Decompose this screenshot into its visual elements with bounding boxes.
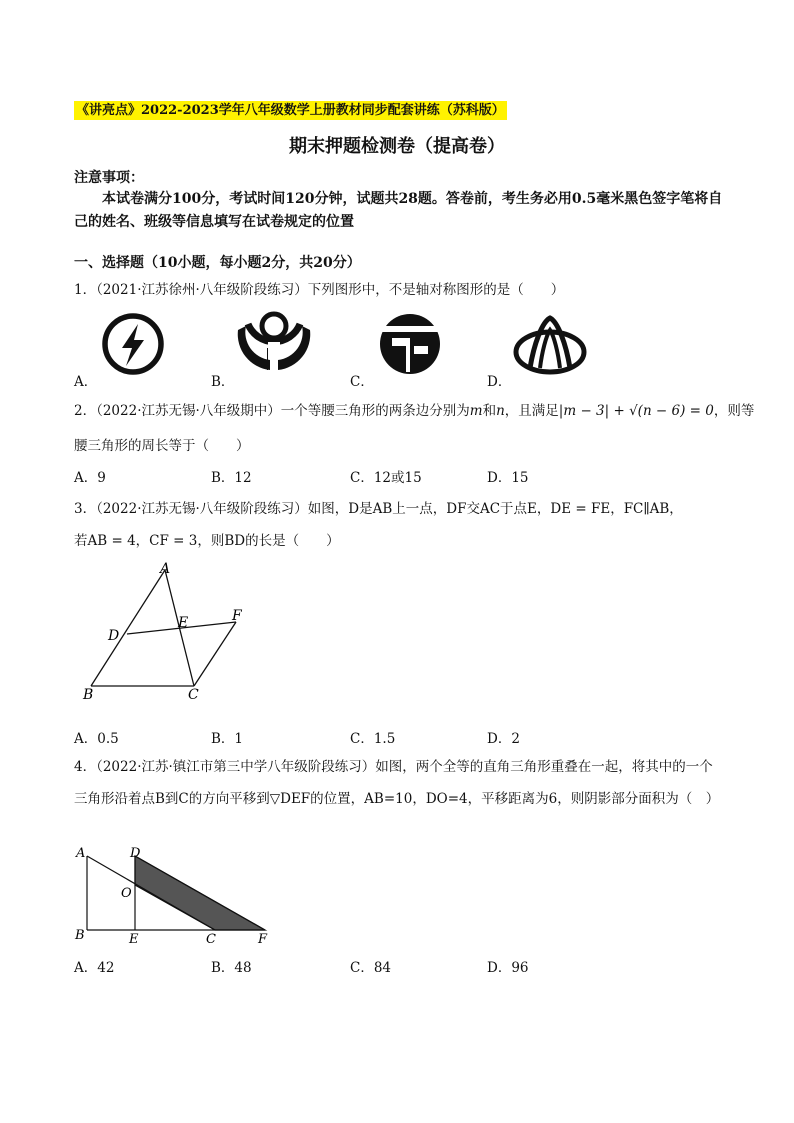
notice-heading: 注意事项：	[74, 170, 144, 186]
q2-text-and: 和	[482, 403, 497, 419]
q1-option-b[interactable]: B．	[211, 374, 235, 390]
question-4-stem: 4．（2022·江苏·镇江市第三中学八年级阶段练习）如图，两个全等的直角三角形重叠在一起，将其中的一个三角形沿着点B到C的方向平移到▽DEF的位置，AB=10，DO=4，平移距离为6，则阴影部分面积为（ ）	[74, 759, 720, 807]
fig4-label-e: E	[129, 932, 139, 947]
q2-text-b: ，且满足	[504, 403, 559, 419]
fig4-label-o: O	[121, 886, 132, 901]
fig3-label-d: D	[108, 628, 120, 644]
question-3-line-2: 若AB = 4，CF = 3，则BD的长是（ ）	[74, 533, 340, 549]
question-1-stem: 1．（2021·江苏徐州·八年级阶段练习）下列图形中，不是轴对称图形的是（ ）	[74, 282, 565, 298]
question-2-line-2: 腰三角形的周长等于（ ）	[74, 438, 250, 454]
q2-text-c: ，则等	[713, 403, 755, 419]
figure-1c-blocks-icon	[376, 308, 456, 380]
q3-option-d[interactable]: D．2	[487, 731, 520, 747]
q2-option-b[interactable]: B．12	[211, 470, 252, 486]
section-heading: 一、选择题（10小题，每小题2分，共20分）	[74, 255, 361, 271]
fig4-label-b: B	[75, 928, 85, 943]
series-banner: 《讲亮点》2022-2023学年八年级数学上册教材同步配套讲练（苏科版）	[76, 103, 505, 118]
figure-3-triangle	[74, 558, 254, 706]
fig3-label-a: A	[160, 561, 171, 577]
question-3-line-1: 3．（2022·江苏无锡·八年级阶段练习）如图，D是AB上一点，DF交AC于点E，DE = FE，FC∥AB，	[74, 501, 683, 517]
q2-formula: |m − 3| + √(n − 6) = 0	[558, 403, 714, 419]
fig3-label-f: F	[232, 608, 242, 624]
q2-text-a: 2．（2022·江苏无锡·八年级期中）一个等腰三角形的两条边分别为	[74, 403, 470, 419]
q4-option-c[interactable]: C．84	[350, 960, 392, 976]
figure-1d-arch-icon	[512, 314, 592, 380]
q4-option-a[interactable]: A．42	[74, 960, 115, 976]
fig4-label-d: D	[130, 846, 141, 861]
q2-option-c[interactable]: C．12或15	[350, 470, 422, 486]
q3-option-c[interactable]: C．1.5	[350, 731, 396, 747]
q4-option-d[interactable]: D．96	[487, 960, 529, 976]
fig3-label-e: E	[178, 615, 189, 631]
fig3-label-b: B	[83, 687, 94, 703]
q2-var-n: n	[496, 403, 505, 419]
q1-option-a[interactable]: A．	[74, 374, 98, 390]
q2-option-a[interactable]: A．9	[74, 470, 106, 486]
figure-1b-ring-icon	[234, 308, 314, 380]
notice-body: 本试卷满分100分，考试时间120分钟，试题共28题。答卷前，考生务必用0.5毫米黑色签字笔将自己的姓名、班级等信息填写在试卷规定的位置	[74, 191, 723, 230]
fig3-label-c: C	[188, 687, 199, 703]
fig4-label-a: A	[76, 846, 86, 861]
q1-option-c[interactable]: C．	[350, 374, 374, 390]
figure-1a-lightning-icon	[95, 308, 175, 380]
q3-option-a[interactable]: A．0.5	[74, 731, 119, 747]
q2-option-d[interactable]: D．15	[487, 470, 529, 486]
figure-4-right-triangles	[70, 842, 280, 948]
fig4-label-c: C	[206, 932, 216, 947]
q3-option-b[interactable]: B．1	[211, 731, 244, 747]
q4-option-b[interactable]: B．48	[211, 960, 252, 976]
q1-option-d[interactable]: D．	[487, 374, 512, 390]
question-2-line-1	[74, 399, 754, 419]
exam-title: 期末押题检测卷（提高卷）	[289, 136, 505, 157]
q2-var-m: m	[469, 403, 483, 419]
fig4-label-f: F	[258, 932, 268, 947]
